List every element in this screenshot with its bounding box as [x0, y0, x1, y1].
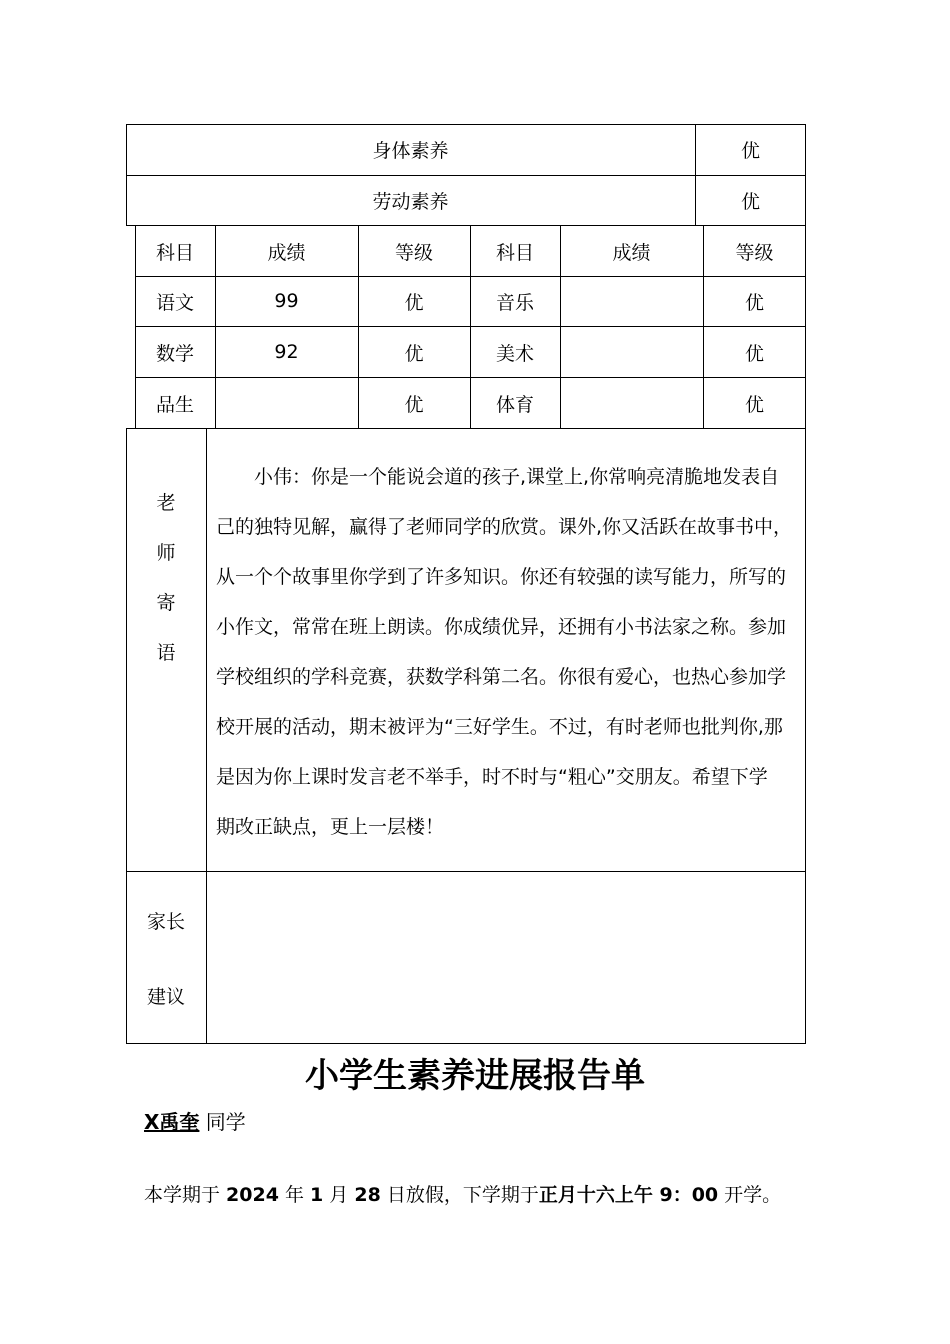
quality-label: 劳动素养	[372, 191, 449, 213]
notice-start-time: 正月十六上午 9：00	[538, 1184, 719, 1206]
table-cell: 92	[274, 341, 299, 363]
comment-line: 校开展的活动，期末被评为“三好学生。不过，有时老师也批判你,那	[216, 716, 783, 738]
table-cell: 品生	[155, 393, 194, 416]
parent-label: 家长	[146, 911, 185, 933]
notice-text: 本学期于	[144, 1184, 227, 1206]
notice-text: 年	[278, 1184, 311, 1206]
table-cell: 优	[404, 342, 424, 365]
quality-grade: 优	[740, 140, 760, 162]
comment-line: 从一个个故事里你学到了许多知识。你还有较强的读写能力，所写的	[216, 566, 787, 588]
holiday-notice	[144, 1180, 781, 1207]
table-cell: 优	[404, 291, 424, 314]
column-header: 等级	[394, 241, 433, 264]
teacher-label-char: 老	[156, 492, 176, 514]
table-cell: 音乐	[495, 291, 534, 314]
table-cell: 语文	[155, 291, 194, 314]
student-suffix: 同学	[199, 1110, 246, 1134]
table-cell: 数学	[155, 342, 194, 365]
table-cell: 优	[404, 393, 424, 416]
teacher-comment	[216, 452, 802, 852]
report-title: 小学生素养进展报告单	[305, 1056, 645, 1096]
notice-text: 开学。	[718, 1184, 782, 1206]
table-cell: 99	[274, 290, 299, 312]
table-cell: 优	[744, 342, 764, 365]
comment-line: 学校组织的学科竞赛，获数学科第二名。你很有爱心，也热心参加学	[216, 666, 787, 688]
comment-line: 小作文，常常在班上朗读。你成绩优异，还拥有小书法家之称。参加	[216, 616, 787, 638]
table-cell: 优	[744, 291, 764, 314]
column-header: 成绩	[612, 241, 651, 264]
teacher-label-char: 语	[156, 642, 176, 664]
table-cell	[560, 276, 703, 326]
comment-line: 小伟：你是一个能说会道的孩子,课堂上,你常响亮清脆地发表自	[216, 466, 780, 488]
column-header: 科目	[495, 241, 534, 264]
comment-line: 期改正缺点，更上一层楼！	[216, 816, 445, 838]
divider	[126, 428, 136, 429]
parent-label: 建议	[146, 986, 185, 1008]
quality-grade: 优	[740, 191, 760, 213]
table-cell: 美术	[495, 342, 534, 365]
column-header: 成绩	[267, 241, 306, 264]
comment-line: 是因为你上课时发言老不举手，时不时与“粗心”交朋友。希望下学	[216, 766, 768, 788]
notice-day: 28	[354, 1184, 381, 1206]
student-line	[144, 1106, 246, 1135]
notice-text: 月	[323, 1184, 355, 1206]
notice-month: 1	[310, 1184, 324, 1206]
table-cell	[215, 378, 358, 428]
divider	[206, 428, 207, 1044]
notice-year: 2024	[226, 1184, 279, 1206]
table-cell	[560, 378, 703, 428]
quality-label: 身体素养	[372, 140, 449, 162]
teacher-label-char: 师	[156, 542, 176, 564]
student-name: X禹奎	[144, 1110, 200, 1134]
table-cell: 体育	[495, 393, 534, 416]
comment-line: 己的独特见解，赢得了老师同学的欣赏。课外,你又活跃在故事书中，	[216, 516, 793, 538]
table-cell: 优	[744, 393, 764, 416]
divider	[126, 871, 806, 872]
column-header: 等级	[735, 241, 774, 264]
teacher-label-char: 寄	[156, 592, 176, 614]
column-header: 科目	[155, 241, 194, 264]
notice-text: 日放假，下学期于	[380, 1184, 539, 1206]
table-cell	[560, 327, 703, 377]
